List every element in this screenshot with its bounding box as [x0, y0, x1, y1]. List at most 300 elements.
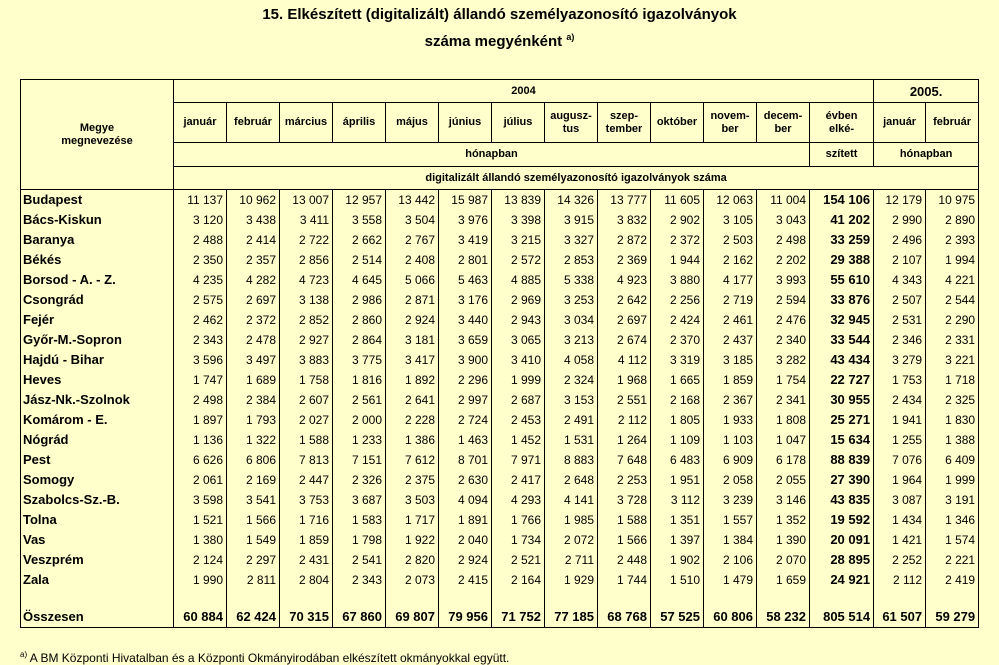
month-value: 2 871 [386, 290, 439, 310]
month-value: 2 767 [386, 230, 439, 250]
month-value: 2 461 [704, 310, 757, 330]
annual-total: 43 835 [810, 490, 874, 510]
annual-total: 20 091 [810, 530, 874, 550]
month-2005-value: 59 279 [926, 606, 979, 628]
month-value: 4 645 [333, 270, 386, 290]
month-value: 1 531 [545, 430, 598, 450]
month-value: 2 408 [386, 250, 439, 270]
month-value: 1 892 [386, 370, 439, 390]
month-value: 11 004 [757, 190, 810, 210]
month-value: 1 758 [280, 370, 333, 390]
month-value: 2 491 [545, 410, 598, 430]
header-row-years [21, 80, 979, 103]
month-2005-header: január [874, 103, 926, 143]
monthly-label-2004: hónapban [174, 143, 810, 167]
year-2005-header: 2005. [874, 80, 979, 103]
table-title [0, 4, 999, 53]
month-2005-value: 2 890 [926, 210, 979, 230]
month-value: 3 976 [439, 210, 492, 230]
county-name: Csongrád [21, 290, 174, 310]
month-value: 1 665 [651, 370, 704, 390]
month-value: 2 630 [439, 470, 492, 490]
month-value: 2 986 [333, 290, 386, 310]
month-value: 2 719 [704, 290, 757, 310]
month-value: 4 885 [492, 270, 545, 290]
month-value: 4 058 [545, 350, 598, 370]
month-value: 2 256 [651, 290, 704, 310]
annual-suffix: szített [810, 143, 874, 167]
county-name: Budapest [21, 190, 174, 210]
month-value: 69 807 [386, 606, 439, 628]
month-value: 2 687 [492, 390, 545, 410]
month-2005-value: 1 718 [926, 370, 979, 390]
month-value: 2 061 [174, 470, 227, 490]
month-value: 2 072 [545, 530, 598, 550]
month-value: 1 744 [598, 570, 651, 590]
table-row [21, 510, 979, 530]
month-value: 8 701 [439, 450, 492, 470]
table-row [21, 310, 979, 330]
month-value: 1 103 [704, 430, 757, 450]
month-value: 3 185 [704, 350, 757, 370]
month-2005-value: 1 255 [874, 430, 926, 450]
annual-total: 88 839 [810, 450, 874, 470]
month-value: 2 927 [280, 330, 333, 350]
month-value: 1 136 [174, 430, 227, 450]
month-value: 1 583 [333, 510, 386, 530]
month-value: 2 697 [227, 290, 280, 310]
month-value: 13 777 [598, 190, 651, 210]
month-value: 7 151 [333, 450, 386, 470]
month-2005-value: 1 434 [874, 510, 926, 530]
month-2005-value: 6 409 [926, 450, 979, 470]
month-value: 2 417 [492, 470, 545, 490]
month-value: 2 811 [227, 570, 280, 590]
month-value: 3 558 [333, 210, 386, 230]
month-2005-value: 1 964 [874, 470, 926, 490]
month-value: 3 880 [651, 270, 704, 290]
month-value: 1 990 [174, 570, 227, 590]
month-value: 2 514 [333, 250, 386, 270]
month-header: július [492, 103, 545, 143]
month-value: 3 215 [492, 230, 545, 250]
monthly-label-2005: hónapban [874, 143, 979, 167]
month-value: 2 503 [704, 230, 757, 250]
month-value: 57 525 [651, 606, 704, 628]
month-value: 3 417 [386, 350, 439, 370]
month-value: 3 034 [545, 310, 598, 330]
month-value: 2 343 [333, 570, 386, 590]
month-value: 2 711 [545, 550, 598, 570]
month-value: 77 185 [545, 606, 598, 628]
month-value: 1 944 [651, 250, 704, 270]
month-value: 3 065 [492, 330, 545, 350]
month-value: 2 000 [333, 410, 386, 430]
month-value: 1 798 [333, 530, 386, 550]
annual-total: 19 592 [810, 510, 874, 530]
month-value: 3 687 [333, 490, 386, 510]
month-2005-value: 2 112 [874, 570, 926, 590]
annual-total: 805 514 [810, 606, 874, 628]
month-value: 1 521 [174, 510, 227, 530]
annual-total: 27 390 [810, 470, 874, 490]
month-value: 2 431 [280, 550, 333, 570]
month-value: 2 478 [227, 330, 280, 350]
table-row [21, 330, 979, 350]
month-value: 1 808 [757, 410, 810, 430]
month-value: 2 124 [174, 550, 227, 570]
county-name: Szabolcs-Sz.-B. [21, 490, 174, 510]
month-value: 2 697 [598, 310, 651, 330]
annual-total: 25 271 [810, 410, 874, 430]
month-value: 1 968 [598, 370, 651, 390]
month-value: 3 598 [174, 490, 227, 510]
month-value: 6 178 [757, 450, 810, 470]
month-value: 3 153 [545, 390, 598, 410]
month-value: 3 411 [280, 210, 333, 230]
month-value: 2 253 [598, 470, 651, 490]
month-2005-value: 1 941 [874, 410, 926, 430]
month-value: 11 605 [651, 190, 704, 210]
month-value: 2 521 [492, 550, 545, 570]
table-row [21, 190, 979, 210]
month-2005-value: 1 346 [926, 510, 979, 530]
county-name: Somogy [21, 470, 174, 490]
month-value: 3 138 [280, 290, 333, 310]
month-value: 3 105 [704, 210, 757, 230]
month-value: 3 120 [174, 210, 227, 230]
data-table [20, 79, 979, 628]
month-value: 2 864 [333, 330, 386, 350]
month-value: 3 659 [439, 330, 492, 350]
month-2005-value: 3 191 [926, 490, 979, 510]
month-value: 3 410 [492, 350, 545, 370]
month-2005-value: 1 830 [926, 410, 979, 430]
county-name: Fejér [21, 310, 174, 330]
month-2005-value: 10 975 [926, 190, 979, 210]
month-value: 2 722 [280, 230, 333, 250]
county-name: Nógrád [21, 430, 174, 450]
month-value: 2 856 [280, 250, 333, 270]
month-value: 2 853 [545, 250, 598, 270]
month-value: 71 752 [492, 606, 545, 628]
month-value: 2 724 [439, 410, 492, 430]
month-value: 3 993 [757, 270, 810, 290]
month-value: 2 112 [598, 410, 651, 430]
month-value: 2 648 [545, 470, 598, 490]
month-value: 2 375 [386, 470, 439, 490]
month-value: 3 832 [598, 210, 651, 230]
month-2005-value: 1 753 [874, 370, 926, 390]
month-value: 4 177 [704, 270, 757, 290]
table-row [21, 250, 979, 270]
month-value: 79 956 [439, 606, 492, 628]
month-value: 2 384 [227, 390, 280, 410]
month-value: 2 437 [704, 330, 757, 350]
month-value: 1 322 [227, 430, 280, 450]
month-value: 2 801 [439, 250, 492, 270]
month-value: 6 626 [174, 450, 227, 470]
month-value: 1 390 [757, 530, 810, 550]
month-value: 4 094 [439, 490, 492, 510]
month-value: 4 282 [227, 270, 280, 290]
month-value: 2 058 [704, 470, 757, 490]
month-2005-value: 2 990 [874, 210, 926, 230]
annual-total: 154 106 [810, 190, 874, 210]
month-value: 1 999 [492, 370, 545, 390]
month-value: 1 463 [439, 430, 492, 450]
table-row [21, 530, 979, 550]
month-value: 2 462 [174, 310, 227, 330]
county-name: Baranya [21, 230, 174, 250]
month-2005-value: 61 507 [874, 606, 926, 628]
month-2005-value: 3 279 [874, 350, 926, 370]
month-value: 1 747 [174, 370, 227, 390]
month-2005-value: 1 421 [874, 530, 926, 550]
month-value: 1 566 [598, 530, 651, 550]
month-value: 3 883 [280, 350, 333, 370]
month-value: 3 319 [651, 350, 704, 370]
month-2005-header: február [926, 103, 979, 143]
month-2005-value: 2 496 [874, 230, 926, 250]
month-value: 70 315 [280, 606, 333, 628]
month-value: 2 453 [492, 410, 545, 430]
county-name: Pest [21, 450, 174, 470]
month-header: október [651, 103, 704, 143]
month-value: 14 326 [545, 190, 598, 210]
month-value: 2 662 [333, 230, 386, 250]
month-header: február [227, 103, 280, 143]
month-value: 3 497 [227, 350, 280, 370]
month-value: 1 659 [757, 570, 810, 590]
month-value: 2 607 [280, 390, 333, 410]
month-value: 3 398 [492, 210, 545, 230]
month-value: 1 566 [227, 510, 280, 530]
month-value: 7 648 [598, 450, 651, 470]
month-value: 1 452 [492, 430, 545, 450]
month-value: 1 754 [757, 370, 810, 390]
month-value: 3 239 [704, 490, 757, 510]
month-value: 2 448 [598, 550, 651, 570]
month-value: 2 424 [651, 310, 704, 330]
month-value: 2 852 [280, 310, 333, 330]
month-value: 3 419 [439, 230, 492, 250]
month-2005-value: 2 325 [926, 390, 979, 410]
month-value: 2 341 [757, 390, 810, 410]
unit-label: digitalizált állandó személyazonosító igazolványok száma [174, 167, 979, 190]
month-value: 2 572 [492, 250, 545, 270]
month-value: 1 380 [174, 530, 227, 550]
month-2005-value: 4 343 [874, 270, 926, 290]
month-value: 1 397 [651, 530, 704, 550]
month-value: 3 753 [280, 490, 333, 510]
month-value: 12 063 [704, 190, 757, 210]
county-name: Hajdú - Bihar [21, 350, 174, 370]
month-value: 2 924 [386, 310, 439, 330]
annual-total: 28 895 [810, 550, 874, 570]
month-value: 2 324 [545, 370, 598, 390]
month-header: április [333, 103, 386, 143]
month-2005-value: 2 393 [926, 230, 979, 250]
month-value: 2 447 [280, 470, 333, 490]
month-value: 15 987 [439, 190, 492, 210]
month-value: 2 297 [227, 550, 280, 570]
month-value: 1 689 [227, 370, 280, 390]
month-value: 2 073 [386, 570, 439, 590]
month-2005-value: 2 107 [874, 250, 926, 270]
county-name: Zala [21, 570, 174, 590]
month-value: 2 820 [386, 550, 439, 570]
month-value: 7 612 [386, 450, 439, 470]
footnote-text: A BM Központi Hivatalban és a Központi Okmányirodában elkészített okmányokkal együtt. [27, 651, 510, 665]
month-value: 3 915 [545, 210, 598, 230]
month-value: 2 476 [757, 310, 810, 330]
month-value: 3 176 [439, 290, 492, 310]
month-2005-value: 1 994 [926, 250, 979, 270]
month-value: 1 510 [651, 570, 704, 590]
table-row [21, 270, 979, 290]
county-name: Borsod - A. - Z. [21, 270, 174, 290]
month-value: 2 575 [174, 290, 227, 310]
month-2005-value: 1 999 [926, 470, 979, 490]
month-value: 2 370 [651, 330, 704, 350]
month-value: 5 338 [545, 270, 598, 290]
month-value: 1 479 [704, 570, 757, 590]
month-2005-value: 2 507 [874, 290, 926, 310]
table-row [21, 390, 979, 410]
month-value: 1 588 [280, 430, 333, 450]
month-2005-value: 2 221 [926, 550, 979, 570]
month-value: 5 066 [386, 270, 439, 290]
table-row [21, 410, 979, 430]
month-value: 13 442 [386, 190, 439, 210]
month-value: 3 043 [757, 210, 810, 230]
month-value: 2 228 [386, 410, 439, 430]
month-value: 1 933 [704, 410, 757, 430]
month-value: 3 440 [439, 310, 492, 330]
month-value: 60 806 [704, 606, 757, 628]
annual-header: évben elké- [810, 103, 874, 143]
month-value: 1 891 [439, 510, 492, 530]
month-value: 2 943 [492, 310, 545, 330]
table-row [21, 470, 979, 490]
annual-total: 33 876 [810, 290, 874, 310]
county-name: Bács-Kiskun [21, 210, 174, 230]
county-name: Vas [21, 530, 174, 550]
month-value: 2 561 [333, 390, 386, 410]
month-value: 3 775 [333, 350, 386, 370]
table-row [21, 230, 979, 250]
county-name: Tolna [21, 510, 174, 530]
month-value: 6 806 [227, 450, 280, 470]
annual-total: 30 955 [810, 390, 874, 410]
month-value: 2 872 [598, 230, 651, 250]
month-2005-value: 2 434 [874, 390, 926, 410]
month-value: 2 551 [598, 390, 651, 410]
annual-total: 33 259 [810, 230, 874, 250]
month-value: 3 181 [386, 330, 439, 350]
month-value: 4 723 [280, 270, 333, 290]
month-2005-value: 1 574 [926, 530, 979, 550]
table-row [21, 550, 979, 570]
month-value: 67 860 [333, 606, 386, 628]
month-value: 3 503 [386, 490, 439, 510]
title-line-2: száma megyénként $^{a)}$ [424, 32, 575, 50]
month-value: 1 922 [386, 530, 439, 550]
month-value: 1 793 [227, 410, 280, 430]
annual-total: 15 634 [810, 430, 874, 450]
annual-total: 33 544 [810, 330, 874, 350]
title-footnote-marker: a) [566, 32, 575, 42]
month-value: 1 929 [545, 570, 598, 590]
month-value: 2 488 [174, 230, 227, 250]
month-value: 1 734 [492, 530, 545, 550]
month-value: 2 369 [598, 250, 651, 270]
month-value: 2 641 [386, 390, 439, 410]
county-name: Heves [21, 370, 174, 390]
month-2005-value: 2 290 [926, 310, 979, 330]
month-2005-value: 2 346 [874, 330, 926, 350]
month-value: 68 768 [598, 606, 651, 628]
month-value: 4 112 [598, 350, 651, 370]
month-header: decem- ber [757, 103, 810, 143]
month-value: 12 957 [333, 190, 386, 210]
table-row [21, 490, 979, 510]
month-value: 1 264 [598, 430, 651, 450]
month-value: 3 728 [598, 490, 651, 510]
month-2005-value: 3 221 [926, 350, 979, 370]
month-value: 2 296 [439, 370, 492, 390]
month-header: novem- ber [704, 103, 757, 143]
month-value: 2 162 [704, 250, 757, 270]
month-value: 1 351 [651, 510, 704, 530]
month-2005-value: 2 544 [926, 290, 979, 310]
month-value: 1 716 [280, 510, 333, 530]
annual-total: 24 921 [810, 570, 874, 590]
month-value: 2 040 [439, 530, 492, 550]
month-value: 60 884 [174, 606, 227, 628]
month-value: 2 804 [280, 570, 333, 590]
month-value: 1 549 [227, 530, 280, 550]
month-value: 2 997 [439, 390, 492, 410]
month-value: 2 357 [227, 250, 280, 270]
month-header: május [386, 103, 439, 143]
month-value: 4 923 [598, 270, 651, 290]
month-value: 2 415 [439, 570, 492, 590]
month-value: 2 594 [757, 290, 810, 310]
annual-total: 55 610 [810, 270, 874, 290]
month-value: 1 902 [651, 550, 704, 570]
county-name: Békés [21, 250, 174, 270]
county-name: Jász-Nk.-Szolnok [21, 390, 174, 410]
month-value: 1 717 [386, 510, 439, 530]
month-value: 3 900 [439, 350, 492, 370]
month-value: 3 438 [227, 210, 280, 230]
month-value: 1 816 [333, 370, 386, 390]
month-value: 2 674 [598, 330, 651, 350]
month-value: 2 055 [757, 470, 810, 490]
month-value: 2 027 [280, 410, 333, 430]
month-value: 2 202 [757, 250, 810, 270]
month-value: 1 951 [651, 470, 704, 490]
annual-total: 29 388 [810, 250, 874, 270]
month-value: 2 902 [651, 210, 704, 230]
total-row [21, 606, 979, 628]
month-value: 2 414 [227, 230, 280, 250]
month-value: 1 109 [651, 430, 704, 450]
month-value: 1 897 [174, 410, 227, 430]
month-value: 2 106 [704, 550, 757, 570]
